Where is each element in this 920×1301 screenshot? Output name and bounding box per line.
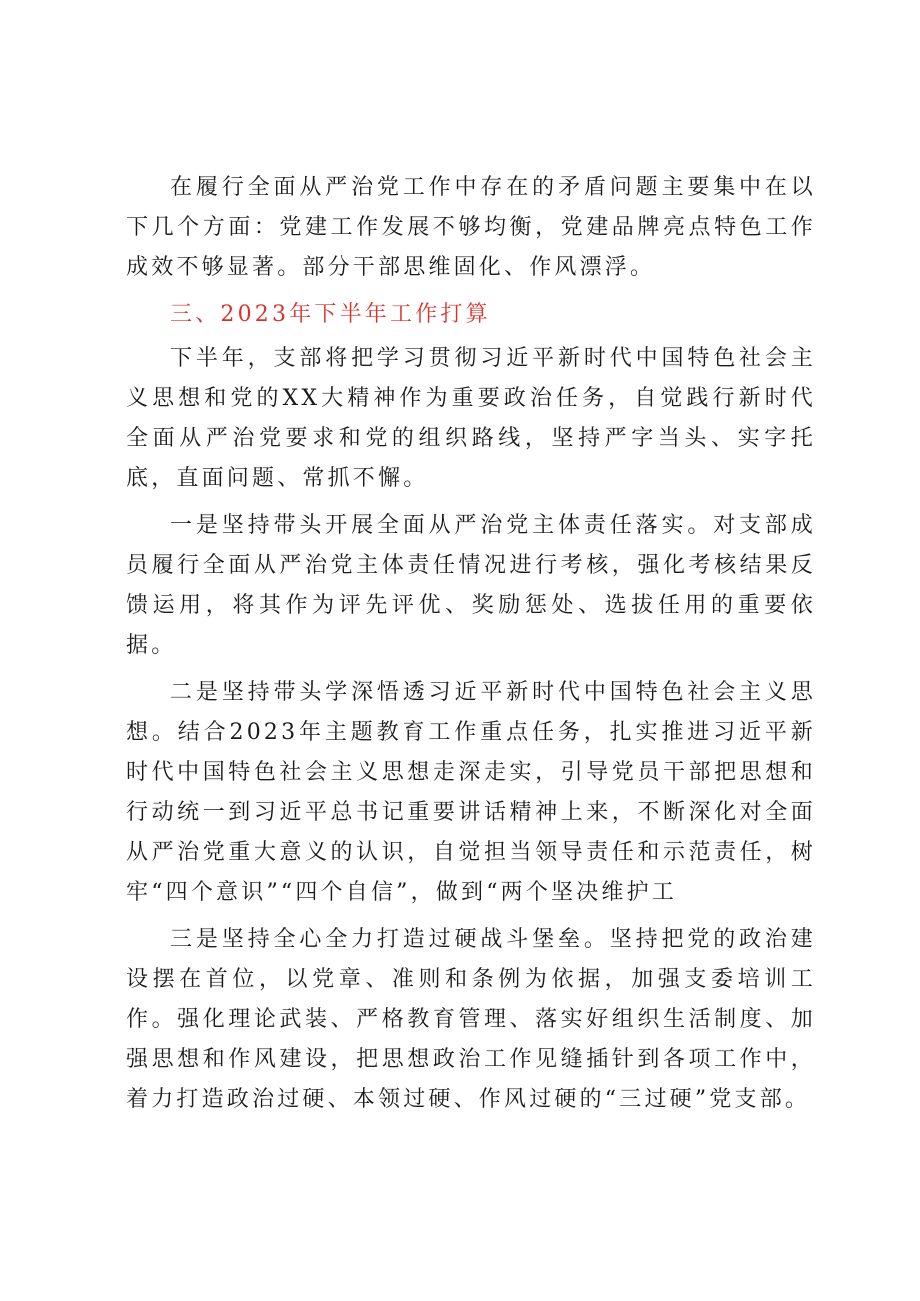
paragraph-point-two: 二是坚持带头学深悟透习近平新时代中国特色社会主义思想。结合2023年主题教育工作重点任务，扎实推进习近平新时代中国特色社会主义思想走深走实，引导党员干部把思想和行动统一到习近平总书记重要讲话精神上来，不断深化对全面从严治党重大意义的认识，自觉担当领导责任和示范责任，树牢“四个意识”“四个自信”，做到“两个坚决维护工 xyxy=(126,680,816,905)
paragraph-problems: 在履行全面从严治党工作中存在的矛盾问题主要集中在以下几个方面：党建工作发展不够均衡，党建品牌亮点特色工作成效不够显著。部分干部思维固化、作风漂浮。 xyxy=(126,175,816,280)
section-heading-plan: 三、2023年下半年工作打算 xyxy=(170,302,491,327)
document-body xyxy=(126,168,816,1127)
paragraph-point-one: 一是坚持带头开展全面从严治党主体责任落实。对支部成员履行全面从严治党主体责任情况进行考核，强化考核结果反馈运用，将其作为评先评优、奖励惩处、选拔任用的重要依据。 xyxy=(126,513,816,658)
paragraph-point-three: 三是坚持全心全力打造过硬战斗堡垒。坚持把党的政治建设摆在首位，以党章、准则和条例为依据，加强支委培训工作。强化理论武装、严格教育管理、落实好组织生活制度、加强思想和作风建设，把思想政治工作见缝插针到各项工作中，着力打造政治过硬、本领过硬、作风过硬的“三过硬”党支部。 xyxy=(126,927,816,1112)
paragraph-intro-plan: 下半年，支部将把学习贯彻习近平新时代中国特色社会主义思想和党的XX大精神作为重要政治任务，自觉践行新时代全面从严治党要求和党的组织路线，坚持严字当头、实字托底，直面问题、常抓不懈。 xyxy=(126,346,816,491)
